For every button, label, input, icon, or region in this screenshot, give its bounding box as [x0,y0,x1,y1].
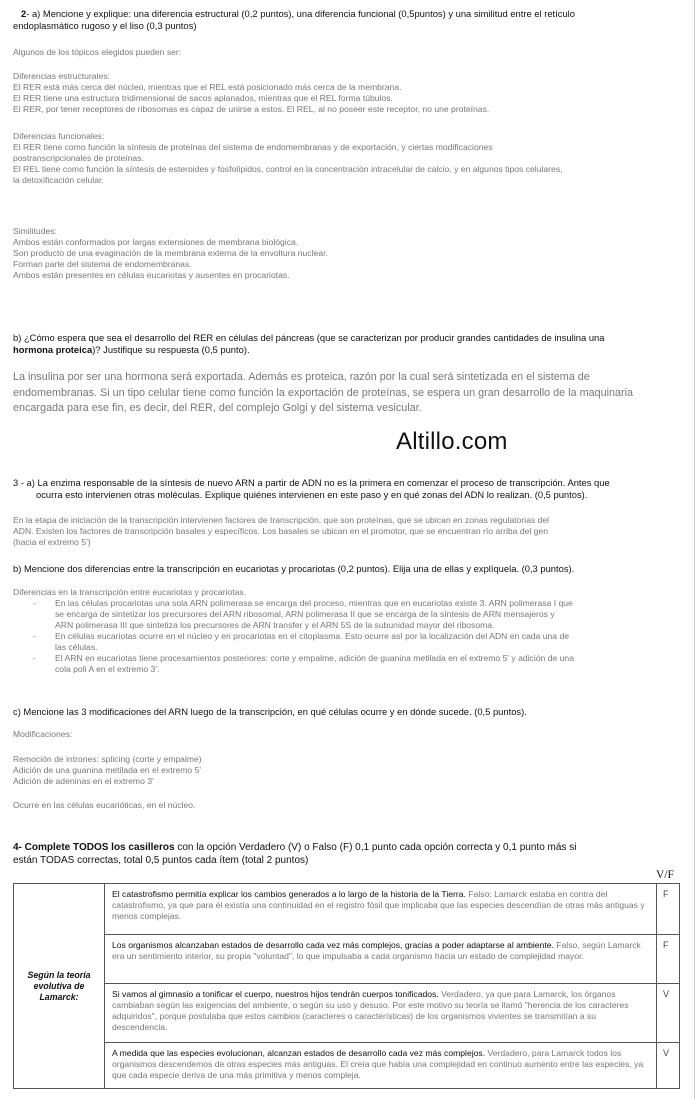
q2-a-question-line2: endoplasmático rugoso y el liso (0,3 puntos) [13,20,197,31]
q2-number: 2 [21,8,27,19]
table-row [14,935,680,984]
table-row [14,884,680,935]
table-row [14,984,680,1043]
q2-struct-item: El RER está más cerca del núcleo, mientras que el REL está posicionado más cerca de la membrana. [13,82,402,92]
q2-func-item: postranscripcionales de proteínas. [13,153,144,163]
table-row [14,1043,680,1089]
q2-structural-differences [13,71,681,115]
q3-a-question: 3 - a) La enzima responsable de la síntesis de nuevo ARN a partir de ADN no es la primera en comenzar el proceso de transcripción. Antes que ocurra esto intervienen otras moléculas. Explique quiénes intervienen en este paso y en qué zonas del ADN lo realizan. (0,5 puntos). [13,477,610,500]
q2-b-question-line1: b) ¿Cómo espera que sea el desarrollo del RER en células del páncreas (que se caracterizan por producir grandes cantidades de insulina una [13,332,605,343]
vf-table [13,883,680,1089]
q2-struct-title: Diferencias estructurales: [13,71,110,81]
list-item: Remoción de intrones: splicing (corte y empalme) [13,754,202,764]
vf-answer-cell[interactable]: F [657,935,680,984]
vf-answer-cell[interactable]: V [657,1043,680,1089]
list-item: - El ARN en eucariotas tiene procesamientos posteriores: corte y empalme, adición de guanina metilada en el extremo 5' y adición de una cola poli A en el extremo 3'. [33,653,681,675]
q3-c-modifications [13,754,681,787]
statement-cell: El catastrofismo permitía explicar los cambios generados a lo largo de la historia de la Tierra. Falso: Lamarck estaba en contra del catastrofismo, ya que para él existía una continuidad en el registro fósil que implicaba que las especies descendían de otras más antiguas y menos complejas. [105,884,657,935]
q2-a-question [13,8,681,32]
list-item: Adición de adeninas en el extremo 3' [13,776,154,786]
q2-b-question-line2: hormona proteica)? Justifique su respuesta (0,5 punto). [13,344,250,355]
q2-struct-item: El RER, por tener receptores de ribosomas es capaz de unirse a estos. El REL, al no poseer este receptor, no une proteínas. [13,104,490,114]
q2-sim-title: Similitudes: [13,226,57,236]
q3-a-answer: En la etapa de iniciación de la transcripción intervienen factores de transcripción, que son proteínas, que se ubican en zonas regulatorias del ADN. Existen los factores de transcripción basales y específicos. Los basales se ubican en el promotor, que se encuentran río arriba del gen (hacia el extremo 5') [13,515,550,547]
q2-sim-item: Ambos están presentes en células eucariotas y ausentes en procariotas. [13,270,290,280]
list-item: - En células eucariotas ocurre en el núcleo y en procariotas en el citoplasma. Esto ocurre así por la localización del ADN en cada una de las células. [33,631,681,653]
q2-similarities [13,226,681,281]
q2-sim-item: Ambos están conformados por largas extensiones de membrana biológica. [13,237,299,247]
q2-a-answer [13,47,681,58]
q2-struct-item: El RER tiene una estructura tridimensional de sacos aplanados, mientras que el REL forma túbulos. [13,93,393,103]
q3-c-answer: Modificaciones: [13,729,73,739]
q2-func-title: Diferencias funcionales: [13,131,105,141]
q2-func-item: El RER tiene como función la síntesis de proteínas del sistema de endomembranas y de exportación, y ciertas modificaciones [13,142,493,152]
q2-b-question [13,332,681,356]
q2-sim-item: Son producto de una evaginación de la membrana externa de la envoltura nuclear. [13,248,328,258]
q2-func-item: la detoxificación celular. [13,175,104,185]
watermark: Altillo.com [396,428,508,455]
q2-sim-item: Forman parte del sistema de endomembranas. [13,259,192,269]
q2-func-item: El REL tiene como función la síntesis de esteroides y fosfolípidos, control en la concentración intracelular de calcio, y en algunos tipos celulares, [13,164,563,174]
statement-cell: Los organismos alcanzaban estados de desarrollo cada vez más complejos, gracias a poder adaptarse al ambiente. Falso, según Lamarck era un sentimiento interior, su propia "voluntad", lo que impulsaba a cada organismo hacia un estado de complejidad mayor. [105,935,657,984]
statement-cell: Si vamos al gimnasio a tonificar el cuerpo, nuestros hijos tendrán cuerpos tonificados. Verdadero, ya que para Lamarck, los órganos cambiaban según las exigencias del ambiente, o según su uso y desuso. Por este motivo su teoría se llamó "herencia de los caracteres adquiridos", porque postulaba que estos cambios (caracteres o características) de los organismos vivientes se transmitían a su descendencia. [105,984,657,1043]
q3-c-question: c) Mencione las 3 modificaciones del ARN luego de la transcripción, en qué células ocurre y en dónde sucede. (0,5 puntos). [13,706,527,717]
statement-cell: A medida que las especies evolucionan, alcanzan estados de desarrollo cada vez más complejos. Verdadero, para Lamarck todos los organismos descendemos de otras especies más antiguas. El creía que había una complejidad en continuo aumento entre las especies, ya que cada especie deriva de una más primitiva y menos compleja. [105,1043,657,1089]
q4-title: 4- Complete TODOS los casilleros con la opción Verdadero (V) o Falso (F) 0,1 punto cada opción correcta y 0,1 punto más si están TODAS correctas, total 0,5 puntos cada ítem (total 2 puntos) [13,842,577,866]
row-header: Según la teoría evolutiva de Lamarck: [14,884,105,1089]
q2-functional-differences [13,131,681,186]
q3-b-question: b) Mencione dos diferencias entre la transcripción en eucariotas y procariotas (0,2 puntos). Elija una de ellas y explíquela. (0,3 puntos). [13,563,575,574]
q2-intro: Algunos de los tópicos elegidos pueden ser: [13,47,182,57]
vf-header: V/F [656,869,674,881]
q3-c-place: Ocurre en las células eucarióticas, en el núcleo. [13,800,196,810]
vf-answer-cell[interactable]: F [657,884,680,935]
q3-b-answer: Diferencias en la transcripción entre eucariotas y procariotas. - En las células procariotas una sola ARN polimerasa se encarga del proceso, mientras que en eucariotas existe 3. ARN polimerasa I que se encarga de sintetizar los precursores del ARN ribosomal, ARN polimerasa II que se encarga de la síntesis de ARN mensajeros y ARN polimerasa III que sintetiza los precursores de ARN transfer y el ARN 5S de la subunidad mayor del ribosoma. - En células eucariotas ocurre en el núcleo y en procariotas en el citoplasma. Esto ocurre así por la localización del ADN en cada una de las células. - El ARN en eucariotas tiene procesamientos posteriores: corte y empalme, adición de guanina metilada en el extremo 5' y adición de una cola poli A en el extremo 3'. [13,587,681,675]
q2-a-question-line1: 2- a) Mencione y explique: una diferencia estructural (0,2 puntos), una diferencia funcional (0,5puntos) y una similitud entre el retículo [21,8,575,19]
q3-b-list [13,598,681,675]
page-edge-divider [694,0,695,1099]
q2-b-answer: La insulina por ser una hormona será exportada. Además es proteica, razón por la cual será sintetizada en el sistema de endomembranas. Si un tipo celular tiene como función la exportación de proteínas, se espera un gran desarrollo de la maquinaria encargada para ese fin, es decir, del RER, del complejo Golgi y del sistema vesicular. [13,371,633,414]
list-item: - En las células procariotas una sola ARN polimerasa se encarga del proceso, mientras que en eucariotas existe 3. ARN polimerasa I que se encarga de sintetizar los precursores del ARN ribosomal, ARN polimerasa II que se encarga de la síntesis de ARN mensajeros y ARN polimerasa III que sintetiza los precursores de ARN transfer y el ARN 5S de la subunidad mayor del ribosoma. [33,598,681,631]
vf-answer-cell[interactable]: V [657,984,680,1043]
list-item: Adición de una guanina metilada en el extremo 5' [13,765,201,775]
